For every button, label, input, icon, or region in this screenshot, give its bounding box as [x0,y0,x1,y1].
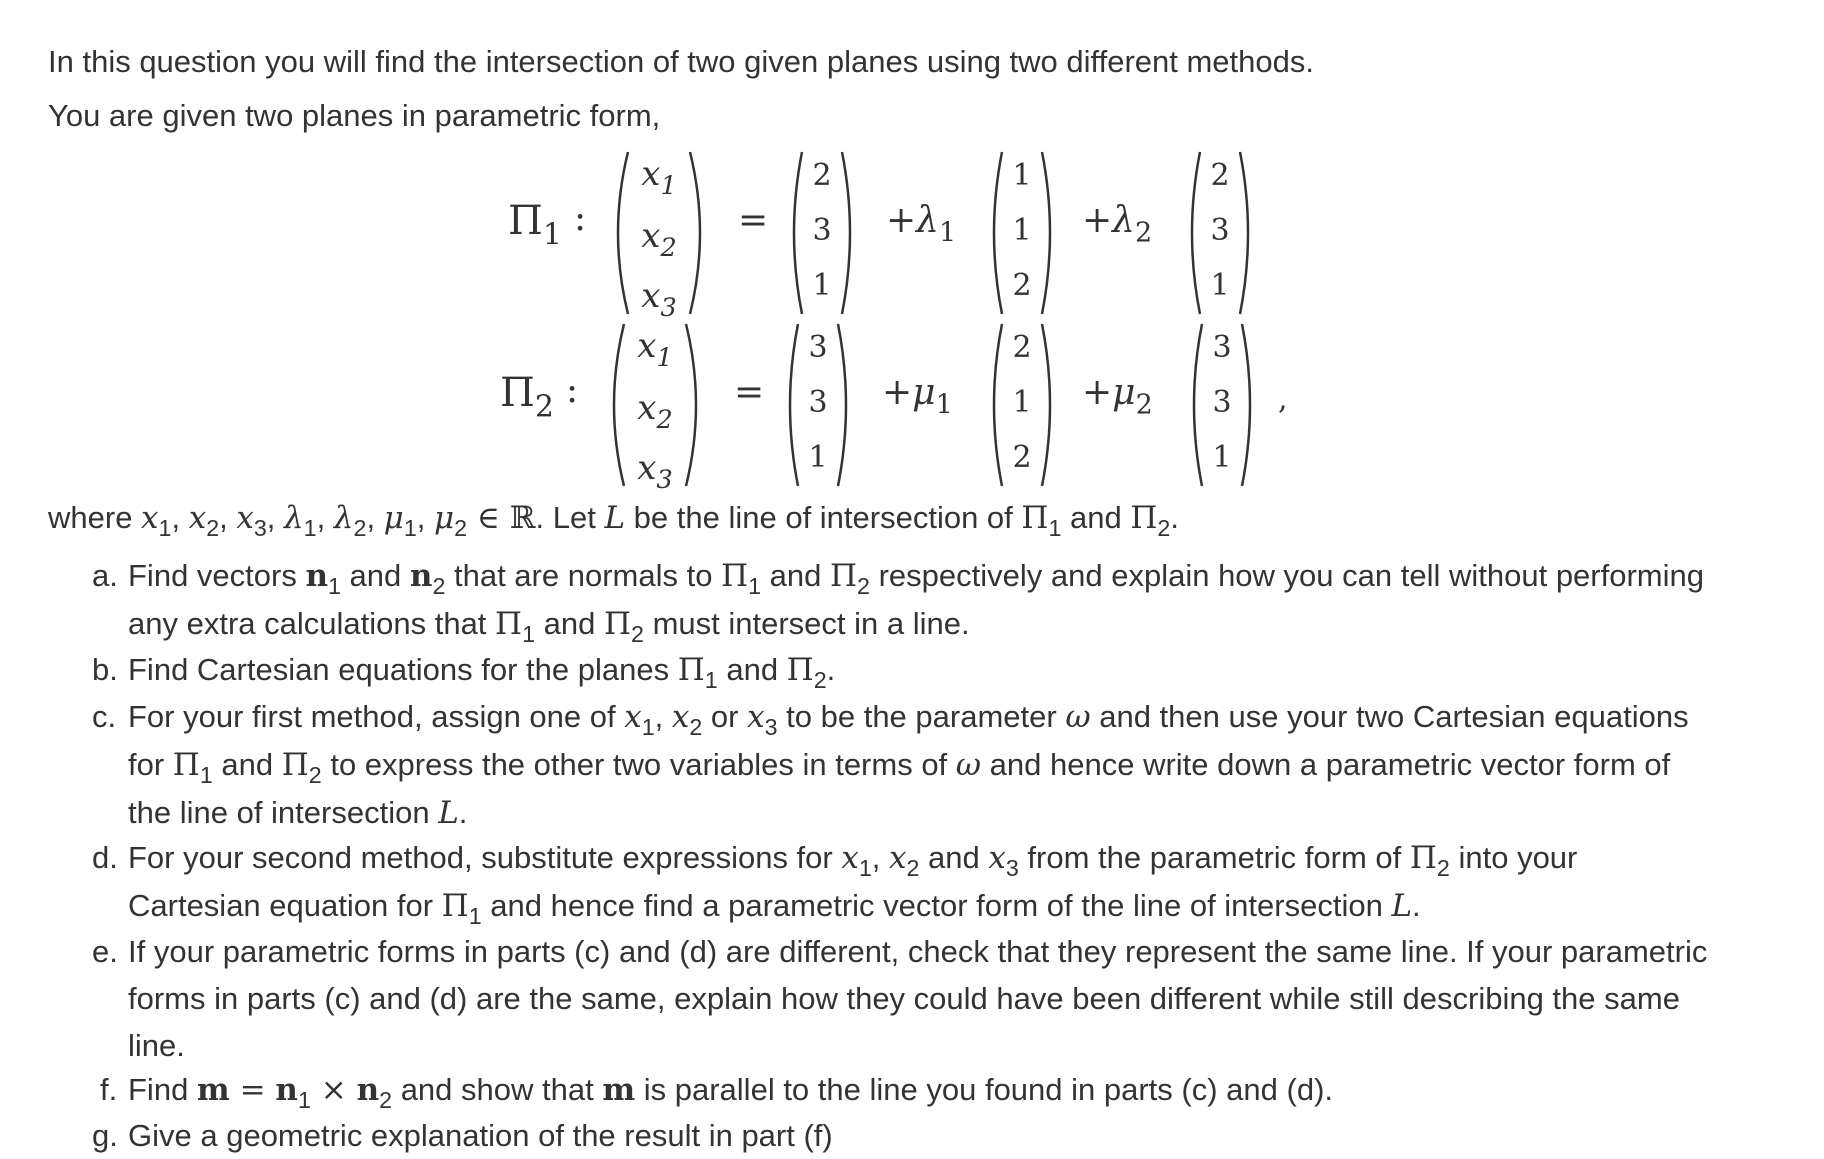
plane2-variable-vector: $x_1$ $x_2$ $x_3$ [602,320,708,490]
plane1-variable-vector: $x_1$ $x_2$ $x_3$ [606,148,712,318]
question-c-label: c. [92,699,117,734]
question-f-label: f. [100,1072,118,1107]
question-g-label: g. [92,1118,118,1153]
plane2-name: $\Pi_2$ [500,370,554,425]
plane1-term2: $+\lambda_2$ [1082,200,1153,249]
plane1-colon: : [574,198,587,239]
plane2-direction-vector-2: 3 3 1 [1184,320,1260,490]
intro-line-1: In this question you will find the intersection of two given planes using two different methods. [48,44,1314,79]
question-b-text: Find Cartesian equations for the planes $\Pi_1$ and $\Pi_2$. [128,652,836,694]
question-c-text: For your first method, assign one of $x_1$, $x_2$ or $x_3$ to be the parameter ω and then use your two Cartesian equations for $\Pi_1$ and $\Pi_2$ to express the other two variables in terms of ω and hence write down a parametric vector form of the line of intersection L. [128,699,1689,831]
plane1-name: $\Pi_1$ [508,198,562,253]
plane2-point-vector: 3 3 1 [780,320,856,490]
question-d-label: d. [92,840,118,875]
plane2-term1: $+\mu_1$ [882,372,953,421]
plane2-equation [0,320,1824,495]
plane1-direction-vector-2: 2 3 1 [1182,148,1258,318]
plane2-colon: : [566,370,579,411]
plane2-term2: $+\mu_2$ [1082,372,1153,421]
plane1-term1: $+\lambda_1$ [886,200,957,249]
question-a-text: Find vectors $n_1$ and $n_2$ that are normals to $\Pi_1$ and $\Pi_2$ respectively and explain how you can tell without performing any extra calculations that $\Pi_1$ and $\Pi_2$ must intersect in a line. [128,558,1704,648]
question-d-text: For your second method, substitute expressions for $x_1$, $x_2$ and $x_3$ from the parametric form of $\Pi_2$ into your Cartesian equation for $\Pi_1$ and hence find a parametric vector form of the line of intersection L. [128,840,1578,930]
plane2-direction-vector-1: 2 1 2 [984,320,1060,490]
question-b-label: b. [92,652,118,687]
question-e-label: e. [92,934,118,969]
intro-line-2: You are given two planes in parametric form, [48,98,661,133]
plane1-equation [0,148,1824,323]
question-e-text: If your parametric forms in parts (c) and (d) are different, check that they represent the same line. If your parametric forms in parts (c) and (d) are the same, explain how they could have been different while still describing the same line. [128,934,1708,1063]
plane1-equals: = [738,200,769,241]
plane1-direction-vector-1: 1 1 2 [984,148,1060,318]
question-f-text: Find $m = n_1 \times n_2$ and show that m is parallel to the line you found in parts (c) and (d). [128,1072,1334,1114]
question-g-text: Give a geometric explanation of the result in part (f) [128,1118,833,1153]
plane1-point-vector: 2 3 1 [784,148,860,318]
plane2-equals: = [734,372,765,413]
where-line: where $x_1$, $x_2$, $x_3$, $\lambda_1$, $\lambda_2$, $\mu_1$, $\mu_2$ ∈ ℝ. Let L be the line of intersection of $\Pi_1$ and $\Pi_2$. [48,500,1179,542]
question-a-label: a. [92,558,118,593]
plane2-comma: , [1278,382,1288,417]
